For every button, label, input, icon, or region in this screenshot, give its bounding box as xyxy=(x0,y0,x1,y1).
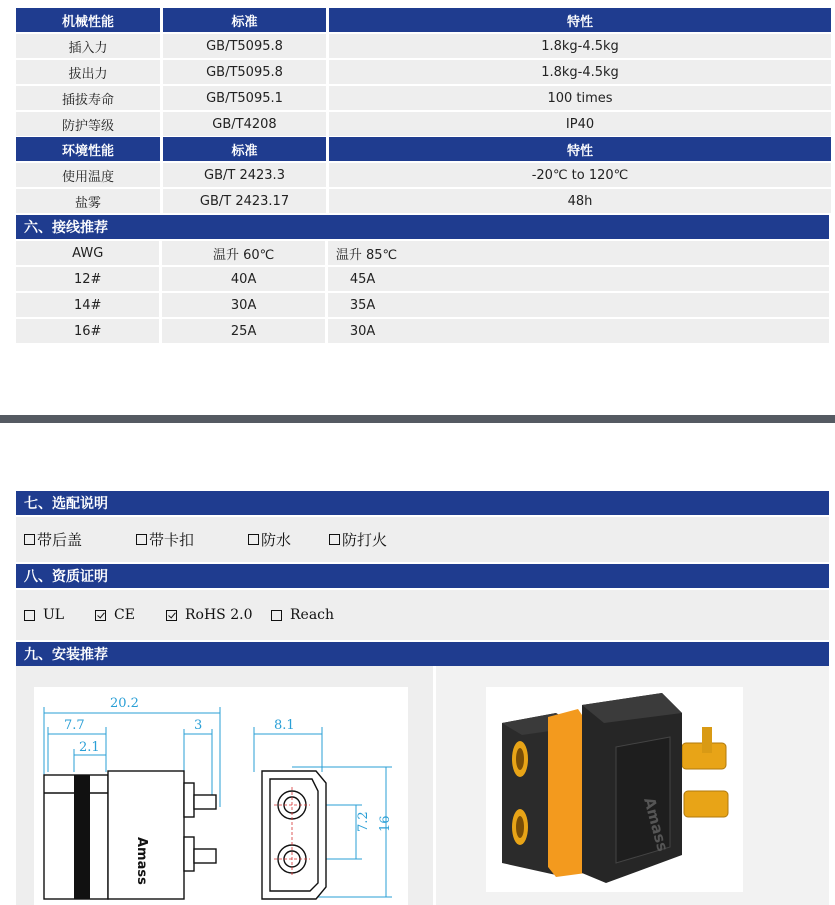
option-waterproof[interactable] xyxy=(248,529,291,550)
brand-marking: Amass xyxy=(134,837,149,885)
table-row xyxy=(16,319,829,343)
env-header-characteristic: 特性 xyxy=(566,143,593,159)
table-row xyxy=(16,34,831,58)
table-row xyxy=(16,60,831,84)
cert-reach[interactable] xyxy=(271,607,334,623)
cert-label: RoHS 2.0 xyxy=(185,607,253,623)
option-back-cover[interactable] xyxy=(24,529,82,550)
option-label: 带卡扣 xyxy=(149,531,195,549)
checkbox-icon[interactable] xyxy=(24,534,35,545)
cell-standard: GB/T5095.8 xyxy=(163,34,326,58)
cell-value: 1.8kg-4.5kg xyxy=(329,34,831,58)
cell-awg: 16# xyxy=(16,319,159,343)
page-divider xyxy=(0,415,835,423)
cell-current-60: 40A xyxy=(162,267,324,291)
cell-current-85: 35A xyxy=(328,293,829,317)
checkbox-icon[interactable] xyxy=(248,534,259,545)
cell-value: 48h xyxy=(329,189,831,213)
connector-drawing-svg xyxy=(34,687,408,905)
connector-side-view xyxy=(44,771,216,899)
table-row xyxy=(16,189,831,213)
option-label: 防打火 xyxy=(342,531,388,549)
cert-ce[interactable] xyxy=(95,607,135,623)
checkbox-checked-icon[interactable] xyxy=(166,610,177,621)
cell-value: IP40 xyxy=(329,112,831,136)
pin-tab xyxy=(702,727,712,753)
cell-property: 插拔寿命 xyxy=(16,86,160,110)
mech-header-property: 机械性能 xyxy=(61,14,114,30)
checkbox-checked-icon[interactable] xyxy=(95,610,106,621)
cert-label: Reach xyxy=(290,607,335,623)
selection-options-row xyxy=(16,517,829,562)
connector-front-view xyxy=(262,771,326,899)
cell-standard: GB/T4208 xyxy=(163,112,326,136)
cell-property: 插入力 xyxy=(16,34,160,58)
table-row xyxy=(16,112,831,136)
cert-label: CE xyxy=(114,607,135,623)
table-row xyxy=(16,163,831,187)
cell-standard: GB/T 2423.17 xyxy=(163,189,326,213)
cell-awg: 14# xyxy=(16,293,159,317)
dimension-label: 7.2 xyxy=(356,811,371,832)
certification-row xyxy=(16,590,829,640)
dimension-label: 3 xyxy=(194,718,203,733)
dimension-label: 20.2 xyxy=(110,696,139,711)
option-snap-lock[interactable] xyxy=(136,529,194,550)
dimension-drawing xyxy=(34,687,408,905)
option-anti-spark[interactable] xyxy=(329,529,387,550)
cert-rohs[interactable] xyxy=(166,607,252,623)
cert-ul[interactable] xyxy=(24,607,64,623)
cell-standard: GB/T 2423.3 xyxy=(163,163,326,187)
cell-value: 1.8kg-4.5kg xyxy=(329,60,831,84)
cell-property: 拔出力 xyxy=(16,60,160,84)
dimension-label: 16 xyxy=(378,815,393,832)
cell-property: 使用温度 xyxy=(16,163,160,187)
checkbox-icon[interactable] xyxy=(24,610,35,621)
cell-current-85: 30A xyxy=(328,319,829,343)
checkbox-icon[interactable] xyxy=(271,610,282,621)
env-header-standard: 标准 xyxy=(231,143,258,159)
wiring-header-awg: AWG xyxy=(16,241,159,265)
cell-standard: GB/T5095.1 xyxy=(163,86,326,110)
cell-current-60: 30A xyxy=(162,293,324,317)
wiring-header-row xyxy=(16,241,829,265)
cell-value: 100 times xyxy=(329,86,831,110)
cell-property: 盐雾 xyxy=(16,189,160,213)
pin-lower xyxy=(684,791,728,817)
cert-label: UL xyxy=(43,607,65,623)
dimension-label: 7.7 xyxy=(64,718,85,733)
dimension-label: 2.1 xyxy=(79,740,100,755)
cell-standard: GB/T5095.8 xyxy=(163,60,326,84)
mech-header-standard: 标准 xyxy=(231,14,258,30)
mech-header-characteristic: 特性 xyxy=(566,14,593,30)
wiring-header-85: 温升 85℃ xyxy=(328,241,829,265)
env-header-property: 环境性能 xyxy=(61,143,114,159)
env-table-header xyxy=(16,137,831,161)
table-row xyxy=(16,293,829,317)
wiring-section-title: 六、接线推荐 xyxy=(16,215,829,239)
selection-section-title: 七、选配说明 xyxy=(16,491,829,515)
installation-section-title: 九、安装推荐 xyxy=(16,642,829,666)
connector-illustration xyxy=(486,687,743,892)
cell-awg: 12# xyxy=(16,267,159,291)
cell-current-85: 45A xyxy=(328,267,829,291)
connector-ring xyxy=(74,775,90,899)
option-label: 防水 xyxy=(261,531,292,549)
checkbox-icon[interactable] xyxy=(329,534,340,545)
option-label: 带后盖 xyxy=(37,531,83,549)
brand-marking: Amass xyxy=(640,795,672,854)
certification-section-title: 八、资质证明 xyxy=(16,564,829,588)
cell-value: -20℃ to 120℃ xyxy=(329,163,831,187)
cell-property: 防护等级 xyxy=(16,112,160,136)
cell-current-60: 25A xyxy=(162,319,324,343)
table-row xyxy=(16,86,831,110)
wiring-header-60: 温升 60℃ xyxy=(162,241,324,265)
product-photo xyxy=(486,687,743,892)
table-row xyxy=(16,267,829,291)
orange-ring xyxy=(548,709,586,877)
checkbox-icon[interactable] xyxy=(136,534,147,545)
mech-table-header xyxy=(16,8,831,32)
dimension-label: 8.1 xyxy=(274,718,295,733)
